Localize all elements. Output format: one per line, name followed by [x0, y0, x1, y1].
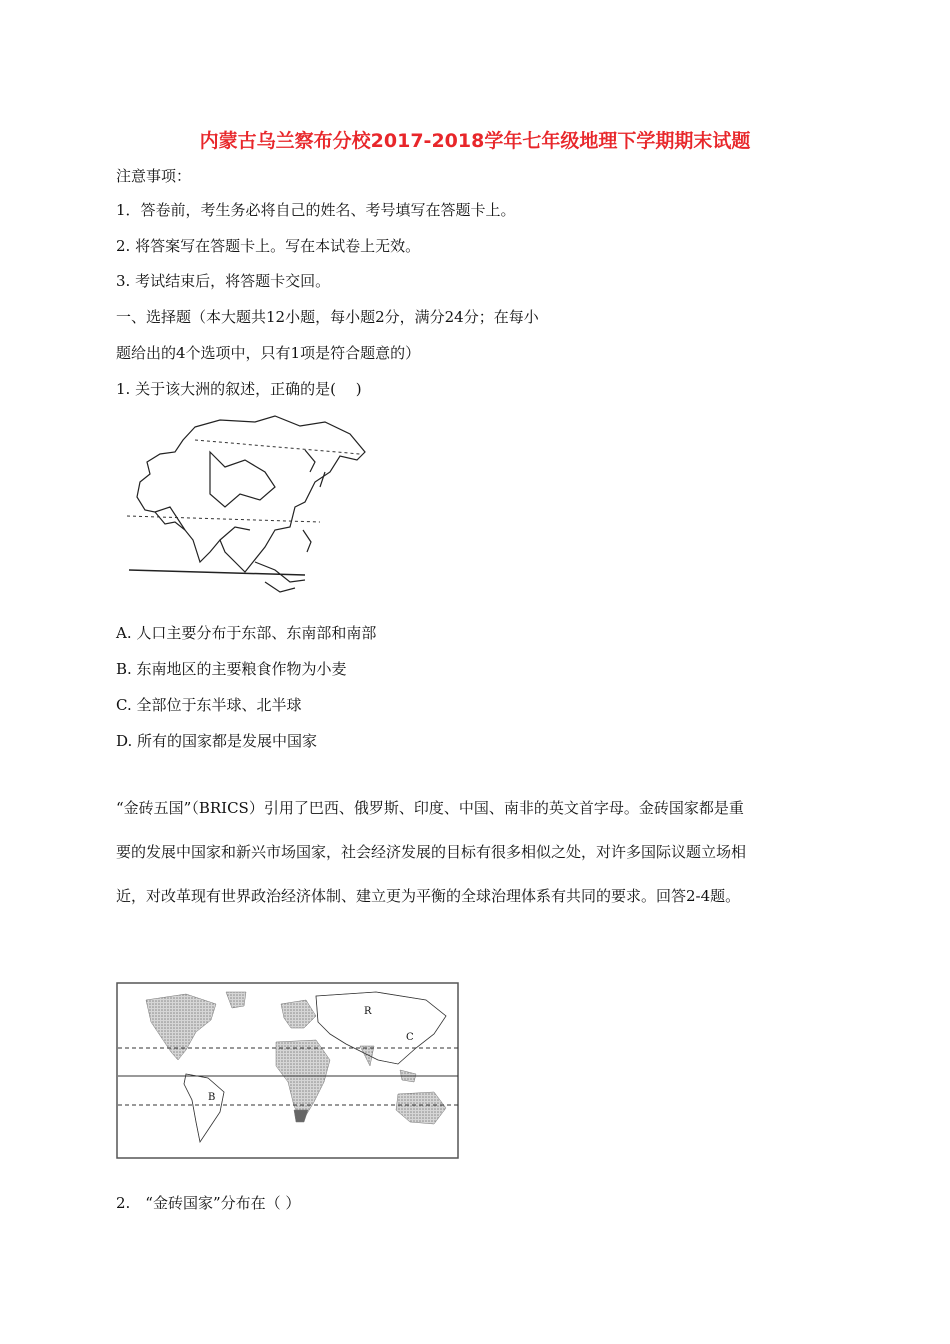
- notice-item-1: 1．答卷前，考生务必将自己的姓名、考号填写在答题卡上。: [116, 201, 516, 219]
- passage-line-2: 要的发展中国家和新兴市场国家，社会经济发展的目标有很多相似之处，对许多国际议题立场相: [116, 843, 747, 861]
- document-title: 内蒙古乌兰察布分校2017-2018学年七年级地理下学期期末试题: [199, 130, 751, 152]
- question-1-option-a: A. 人口主要分布于东部、东南部和南部: [116, 624, 377, 642]
- map-label-b: B: [208, 1092, 216, 1103]
- question-2-stem: 2. “金砖国家”分布在（ ）: [116, 1194, 301, 1212]
- world-map-figure: [116, 982, 460, 1160]
- question-1-option-c: C. 全部位于东半球、北半球: [116, 696, 302, 714]
- notice-item-2: 2. 将答案写在答题卡上。写在本试卷上无效。: [116, 237, 421, 255]
- passage-line-1: “金砖五国”（BRICS）引用了巴西、俄罗斯、印度、中国、南非的英文首字母。金砖国家都是重: [116, 799, 744, 817]
- passage-line-3: 近，对改革现有世界政治经济体制、建立更为平衡的全球治理体系有共同的要求。回答2-4题。: [116, 887, 741, 905]
- section-heading-line1: 一、选择题（本大题共12小题，每小题2分，满分24分；在每小: [116, 308, 539, 326]
- notice-heading: 注意事项：: [116, 167, 192, 185]
- map-label-r: R: [364, 1006, 372, 1017]
- section-heading-line2: 题给出的4个选项中，只有1项是符合题意的）: [116, 344, 421, 362]
- question-1-option-d: D. 所有的国家都是发展中国家: [116, 732, 318, 750]
- asia-map-figure: [125, 412, 385, 602]
- map-label-c: C: [406, 1032, 414, 1043]
- question-1-option-b: B. 东南地区的主要粮食作物为小麦: [116, 660, 347, 678]
- notice-item-3: 3. 考试结束后，将答题卡交回。: [116, 272, 331, 290]
- question-1-stem: 1. 关于该大洲的叙述，正确的是( ): [116, 380, 362, 398]
